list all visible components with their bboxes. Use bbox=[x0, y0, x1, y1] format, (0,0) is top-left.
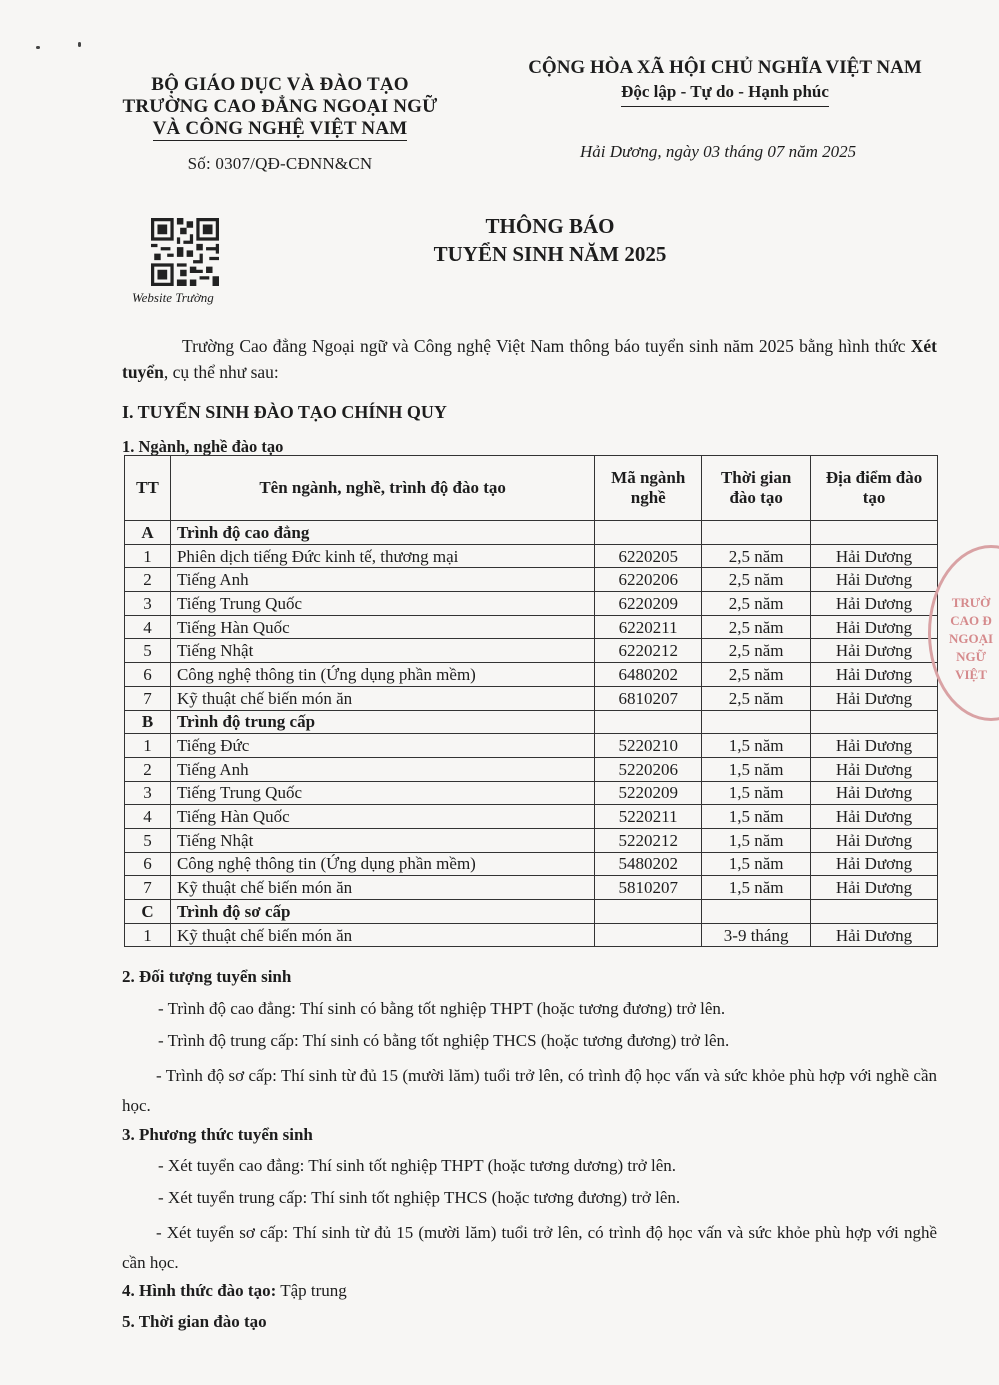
section-heading: 2. Đối tượng tuyển sinh bbox=[122, 967, 292, 986]
document-title bbox=[380, 212, 720, 268]
cell-duration: 1,5 năm bbox=[702, 734, 811, 758]
cell-location: Hải Dương bbox=[811, 615, 938, 639]
issuer-block bbox=[100, 74, 460, 175]
ministry-name: BỘ GIÁO DỤC VÀ ĐÀO TẠO bbox=[151, 74, 409, 95]
cell-duration: 2,5 năm bbox=[702, 544, 811, 568]
cell-code: 5220211 bbox=[595, 805, 702, 829]
table-row bbox=[125, 923, 938, 947]
col-header-location: Địa điểm đào tạo bbox=[811, 456, 938, 521]
cell-location: Hải Dương bbox=[811, 734, 938, 758]
cell-location: Hải Dương bbox=[811, 781, 938, 805]
table-row bbox=[125, 852, 938, 876]
title-line1: THÔNG BÁO bbox=[485, 214, 615, 238]
cell-tt: 4 bbox=[125, 805, 171, 829]
table-row bbox=[125, 828, 938, 852]
cell-name: Tiếng Nhật bbox=[170, 639, 594, 663]
school-name-line2: VÀ CÔNG NGHỆ VIỆT NAM bbox=[152, 118, 408, 139]
qr-code-icon bbox=[150, 218, 220, 286]
cell-location: Hải Dương bbox=[811, 923, 938, 947]
cell-tt: 7 bbox=[125, 876, 171, 900]
cell-duration: 2,5 năm bbox=[702, 568, 811, 592]
cell-code: 6220211 bbox=[595, 615, 702, 639]
official-seal-stamp bbox=[928, 545, 999, 721]
majors-table bbox=[124, 455, 938, 947]
group-label: Trình độ trung cấp bbox=[170, 710, 594, 734]
intro-paragraph bbox=[122, 333, 937, 385]
stamp-text: TRƯỜ CAO Đ NGOẠI NGỮ VIỆT bbox=[948, 595, 994, 682]
table-row bbox=[125, 805, 938, 829]
list-item: - Trình độ sơ cấp: Thí sinh từ đủ 15 (mười lăm) tuổi trở lên, có trình độ học vấn và sức khỏe phù hợp với nghề cần học. bbox=[122, 1066, 937, 1115]
subsection-heading: 1. Ngành, nghề đào tạo bbox=[122, 437, 284, 456]
list-item: - Xét tuyển cao đẳng: Thí sinh tốt nghiệp THPT (hoặc tương dương) trở lên. bbox=[158, 1156, 677, 1175]
list-item: - Xét tuyển sơ cấp: Thí sinh từ đủ 15 (mười lăm) tuổi trở lên, có trình độ học vấn và sức khỏe phù hợp với nghề cần học. bbox=[122, 1223, 937, 1272]
table-row bbox=[125, 592, 938, 616]
group-row bbox=[125, 521, 938, 545]
cell-name: Tiếng Anh bbox=[170, 757, 594, 781]
section-heading: I. TUYỂN SINH ĐÀO TẠO CHÍNH QUY bbox=[122, 402, 447, 422]
cell-name: Phiên dịch tiếng Đức kinh tế, thương mại bbox=[170, 544, 594, 568]
cell-tt: 5 bbox=[125, 828, 171, 852]
cell-location: Hải Dương bbox=[811, 828, 938, 852]
table-row bbox=[125, 639, 938, 663]
issue-date: Hải Dương, ngày 03 tháng 07 năm 2025 bbox=[580, 142, 857, 161]
cell-code: 5220212 bbox=[595, 828, 702, 852]
section-heading: 5. Thời gian đào tạo bbox=[122, 1312, 267, 1331]
cell-location: Hải Dương bbox=[811, 639, 938, 663]
cell-duration: 2,5 năm bbox=[702, 592, 811, 616]
cell-location: Hải Dương bbox=[811, 663, 938, 687]
cell-name: Tiếng Anh bbox=[170, 568, 594, 592]
cell-name: Công nghệ thông tin (Ứng dụng phần mềm) bbox=[170, 852, 594, 876]
table-row bbox=[125, 663, 938, 687]
cell-duration: 3-9 tháng bbox=[702, 923, 811, 947]
cell-tt: 4 bbox=[125, 615, 171, 639]
table-header-row bbox=[125, 456, 938, 521]
col-header-name: Tên ngành, nghề, trình độ đào tạo bbox=[170, 456, 594, 521]
col-header-tt: TT bbox=[125, 456, 171, 521]
table-row bbox=[125, 544, 938, 568]
cell-code: 5220210 bbox=[595, 734, 702, 758]
cell-code: 6220212 bbox=[595, 639, 702, 663]
cell-location: Hải Dương bbox=[811, 805, 938, 829]
cell-tt: 7 bbox=[125, 686, 171, 710]
cell-code: 6480202 bbox=[595, 663, 702, 687]
intro-text: Trường Cao đẳng Ngoại ngữ và Công nghệ Việt Nam thông báo tuyển sinh năm 2025 bằng hình thức bbox=[182, 336, 911, 356]
cell-name: Tiếng Nhật bbox=[170, 828, 594, 852]
table-row bbox=[125, 876, 938, 900]
cell-code: 6220206 bbox=[595, 568, 702, 592]
group-row bbox=[125, 900, 938, 924]
cell-code: 6220209 bbox=[595, 592, 702, 616]
republic-name: CỘNG HÒA XÃ HỘI CHỦ NGHĨA VIỆT NAM bbox=[528, 57, 922, 78]
intro-tail: , cụ thể như sau: bbox=[163, 362, 279, 382]
cell-location: Hải Dương bbox=[811, 592, 938, 616]
cell-duration: 1,5 năm bbox=[702, 781, 811, 805]
col-header-duration: Thời gian đào tạo bbox=[702, 456, 811, 521]
table-row bbox=[125, 781, 938, 805]
cell-tt: 3 bbox=[125, 781, 171, 805]
cell-tt: 1 bbox=[125, 544, 171, 568]
cell-code bbox=[595, 923, 702, 947]
cell-duration: 2,5 năm bbox=[702, 686, 811, 710]
cell-name: Kỹ thuật chế biến món ăn bbox=[170, 876, 594, 900]
cell-duration: 1,5 năm bbox=[702, 852, 811, 876]
cell-duration: 1,5 năm bbox=[702, 757, 811, 781]
cell-duration: 2,5 năm bbox=[702, 663, 811, 687]
cell-tt: 5 bbox=[125, 639, 171, 663]
table-row bbox=[125, 615, 938, 639]
table-row bbox=[125, 757, 938, 781]
cell-name: Kỹ thuật chế biến món ăn bbox=[170, 923, 594, 947]
list-item: - Xét tuyển trung cấp: Thí sinh tốt nghiệp THCS (hoặc tương đương) trở lên. bbox=[158, 1188, 681, 1207]
cell-name: Tiếng Trung Quốc bbox=[170, 781, 594, 805]
cell-tt: 2 bbox=[125, 568, 171, 592]
cell-name: Tiếng Đức bbox=[170, 734, 594, 758]
document-number: Số: 0307/QĐ-CĐNN&CN bbox=[187, 154, 373, 173]
group-id: B bbox=[125, 710, 171, 734]
cell-tt: 6 bbox=[125, 852, 171, 876]
cell-code: 5810207 bbox=[595, 876, 702, 900]
list-item: - Trình độ trung cấp: Thí sinh có bằng tốt nghiệp THCS (hoặc tương đương) trở lên. bbox=[158, 1031, 730, 1050]
cell-tt: 1 bbox=[125, 734, 171, 758]
group-row bbox=[125, 710, 938, 734]
scan-speck bbox=[78, 42, 81, 47]
section-value: Tập trung bbox=[276, 1281, 347, 1300]
cell-duration: 1,5 năm bbox=[702, 828, 811, 852]
cell-code: 6220205 bbox=[595, 544, 702, 568]
qr-caption: Website Trường bbox=[132, 290, 214, 305]
cell-duration: 2,5 năm bbox=[702, 615, 811, 639]
table-row bbox=[125, 686, 938, 710]
group-id: A bbox=[125, 521, 171, 545]
cell-name: Tiếng Hàn Quốc bbox=[170, 805, 594, 829]
cell-location: Hải Dương bbox=[811, 686, 938, 710]
col-header-code: Mã ngành nghề bbox=[595, 456, 702, 521]
cell-name: Công nghệ thông tin (Ứng dụng phần mềm) bbox=[170, 663, 594, 687]
group-label: Trình độ sơ cấp bbox=[170, 900, 594, 924]
cell-tt: 3 bbox=[125, 592, 171, 616]
cell-code: 5220209 bbox=[595, 781, 702, 805]
group-label: Trình độ cao đẳng bbox=[170, 521, 594, 545]
cell-location: Hải Dương bbox=[811, 544, 938, 568]
table-row bbox=[125, 568, 938, 592]
cell-code: 5480202 bbox=[595, 852, 702, 876]
cell-location: Hải Dương bbox=[811, 876, 938, 900]
group-id: C bbox=[125, 900, 171, 924]
cell-duration: 1,5 năm bbox=[702, 876, 811, 900]
cell-duration: 2,5 năm bbox=[702, 639, 811, 663]
cell-tt: 6 bbox=[125, 663, 171, 687]
section-heading: 3. Phương thức tuyển sinh bbox=[122, 1125, 313, 1144]
section-4 bbox=[122, 1280, 347, 1302]
cell-location: Hải Dương bbox=[811, 568, 938, 592]
cell-name: Kỹ thuật chế biến món ăn bbox=[170, 686, 594, 710]
national-motto: Độc lập - Tự do - Hạnh phúc bbox=[621, 80, 829, 107]
intro-bold: Xét tuyển bbox=[122, 336, 937, 382]
cell-name: Tiếng Hàn Quốc bbox=[170, 615, 594, 639]
table-row bbox=[125, 734, 938, 758]
list-item: - Trình độ cao đẳng: Thí sinh có bằng tốt nghiệp THPT (hoặc tương đương) trở lên. bbox=[158, 999, 726, 1018]
cell-name: Tiếng Trung Quốc bbox=[170, 592, 594, 616]
school-name-line1: TRƯỜNG CAO ĐẲNG NGOẠI NGỮ bbox=[122, 96, 438, 117]
cell-tt: 2 bbox=[125, 757, 171, 781]
cell-location: Hải Dương bbox=[811, 852, 938, 876]
cell-duration: 1,5 năm bbox=[702, 805, 811, 829]
scan-speck bbox=[36, 46, 40, 49]
cell-code: 5220206 bbox=[595, 757, 702, 781]
cell-tt: 1 bbox=[125, 923, 171, 947]
national-header bbox=[500, 56, 950, 107]
section-heading: 4. Hình thức đào tạo: bbox=[122, 1281, 277, 1300]
cell-code: 6810207 bbox=[595, 686, 702, 710]
cell-location: Hải Dương bbox=[811, 757, 938, 781]
title-line2: TUYỂN SINH NĂM 2025 bbox=[433, 242, 667, 266]
